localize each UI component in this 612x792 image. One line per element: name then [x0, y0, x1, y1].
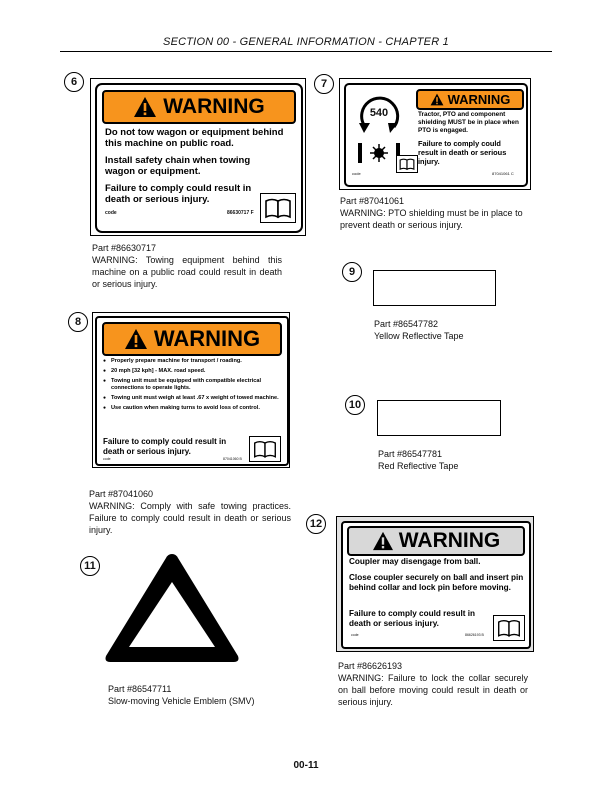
caption-6: WARNING: Towing equipment behind this machine on a public road could result in death or serious injury. — [92, 255, 282, 289]
decal-8-bullet: ● Towing unit must weigh at least .67 x weight of towed machine. — [103, 395, 283, 402]
part-number-8: Part #87041060 — [89, 489, 154, 499]
decal-8-bullet: ● 20 mph [32 kph] - MAX. road speed. — [103, 368, 283, 375]
yellow-reflective-tape — [373, 270, 496, 306]
decal-7-partno: 87041061 C — [492, 171, 514, 176]
decal-12 — [336, 516, 534, 652]
decal-8-bullet: ● Properly prepare machine for transport / roading. — [103, 358, 283, 365]
part-number-11: Part #86547711 — [108, 684, 172, 694]
decal-7-code: code — [352, 171, 361, 176]
decal-12-line-2: Close coupler securely on ball and insert pin behind collar and lock pin before moving. — [349, 573, 524, 592]
manual-book-icon — [249, 436, 281, 462]
callout-6: 6 — [64, 72, 84, 92]
caption-11: Slow-moving Vehicle Emblem (SMV) — [108, 696, 255, 706]
decal-7-line-1: Tractor, PTO and component shielding MUST be in place when PTO is engaged. — [418, 111, 519, 134]
callout-11: 11 — [80, 556, 100, 576]
warning-triangle-icon — [133, 96, 157, 118]
caption-7: WARNING: PTO shielding must be in place to prevent death or serious injury. — [340, 208, 523, 230]
callout-8: 8 — [68, 312, 88, 332]
header-rule — [60, 51, 552, 52]
decal-8-bullet: ● Use caution when making turns to avoid loss of control. — [103, 405, 283, 412]
part-number-10: Part #86547781 — [378, 449, 443, 459]
decal-8 — [92, 312, 290, 468]
caption-9: Yellow Reflective Tape — [374, 331, 464, 341]
warning-banner-8: WARNING — [102, 322, 282, 356]
decal-6-code: code — [105, 210, 117, 216]
section-header: SECTION 00 - GENERAL INFORMATION - CHAPTER 1 — [163, 36, 449, 48]
pto-speed: 540 — [369, 107, 389, 119]
caption-10: Red Reflective Tape — [378, 461, 459, 471]
caption-8: WARNING: Comply with safe towing practices. Failure to comply could result in death or serious injury. — [89, 501, 291, 535]
manual-book-icon — [396, 155, 418, 173]
caption-12: WARNING: Failure to lock the collar securely on ball before moving could result in death or serious injury. — [338, 673, 528, 707]
decal-7-line-2: Failure to comply could result in death or serious injury. — [418, 139, 507, 166]
decal-8-bullets — [103, 358, 283, 412]
part-number-12: Part #86626193 — [338, 661, 403, 671]
decal-8-footer: Failure to comply could result in death or serious injury. — [103, 437, 227, 456]
warning-banner-12: WARNING — [347, 526, 525, 556]
decal-8-partno: 87041060 B — [223, 457, 242, 461]
page-number: 00-11 — [293, 760, 319, 771]
decal-8-bullet: ● Towing unit must be equipped with compatible electrical connections to operate lights. — [103, 378, 283, 392]
decal-12-line-1: Coupler may disengage from ball. — [349, 557, 481, 566]
smv-triangle-icon — [102, 548, 242, 668]
decal-12-partno: 86626193 B — [465, 633, 484, 637]
smv-emblem — [102, 548, 242, 668]
decal-6-line-1: Do not tow wagon or equipment behind this machine on public road. — [105, 127, 284, 149]
manual-book-icon — [493, 615, 525, 641]
warning-triangle-icon — [372, 531, 394, 551]
warning-banner-7: WARNING — [416, 89, 524, 110]
callout-10: 10 — [345, 395, 365, 415]
part-number-6: Part #86630717 — [92, 243, 157, 253]
warning-triangle-icon — [430, 93, 444, 106]
red-reflective-tape — [377, 400, 501, 436]
decal-8-code: code — [103, 457, 111, 461]
warning-banner-6: WARNING — [102, 90, 296, 124]
part-number-9: Part #86547782 — [374, 319, 439, 329]
callout-12: 12 — [306, 514, 326, 534]
decal-6-line-2: Install safety chain when towing wagon or equipment. — [105, 155, 251, 177]
decal-12-code: code — [351, 633, 359, 637]
manual-book-icon — [260, 193, 296, 223]
callout-9: 9 — [342, 262, 362, 282]
decal-12-line-3: Failure to comply could result in death or serious injury. — [349, 609, 476, 628]
decal-6-line-3: Failure to comply could result in death or serious injury. — [105, 183, 252, 205]
decal-7 — [339, 78, 531, 190]
decal-6 — [90, 78, 306, 236]
part-number-7: Part #87041061 — [340, 196, 405, 206]
decal-6-partno: 86630717 F — [227, 210, 254, 216]
warning-triangle-icon — [124, 328, 148, 350]
callout-7: 7 — [314, 74, 334, 94]
